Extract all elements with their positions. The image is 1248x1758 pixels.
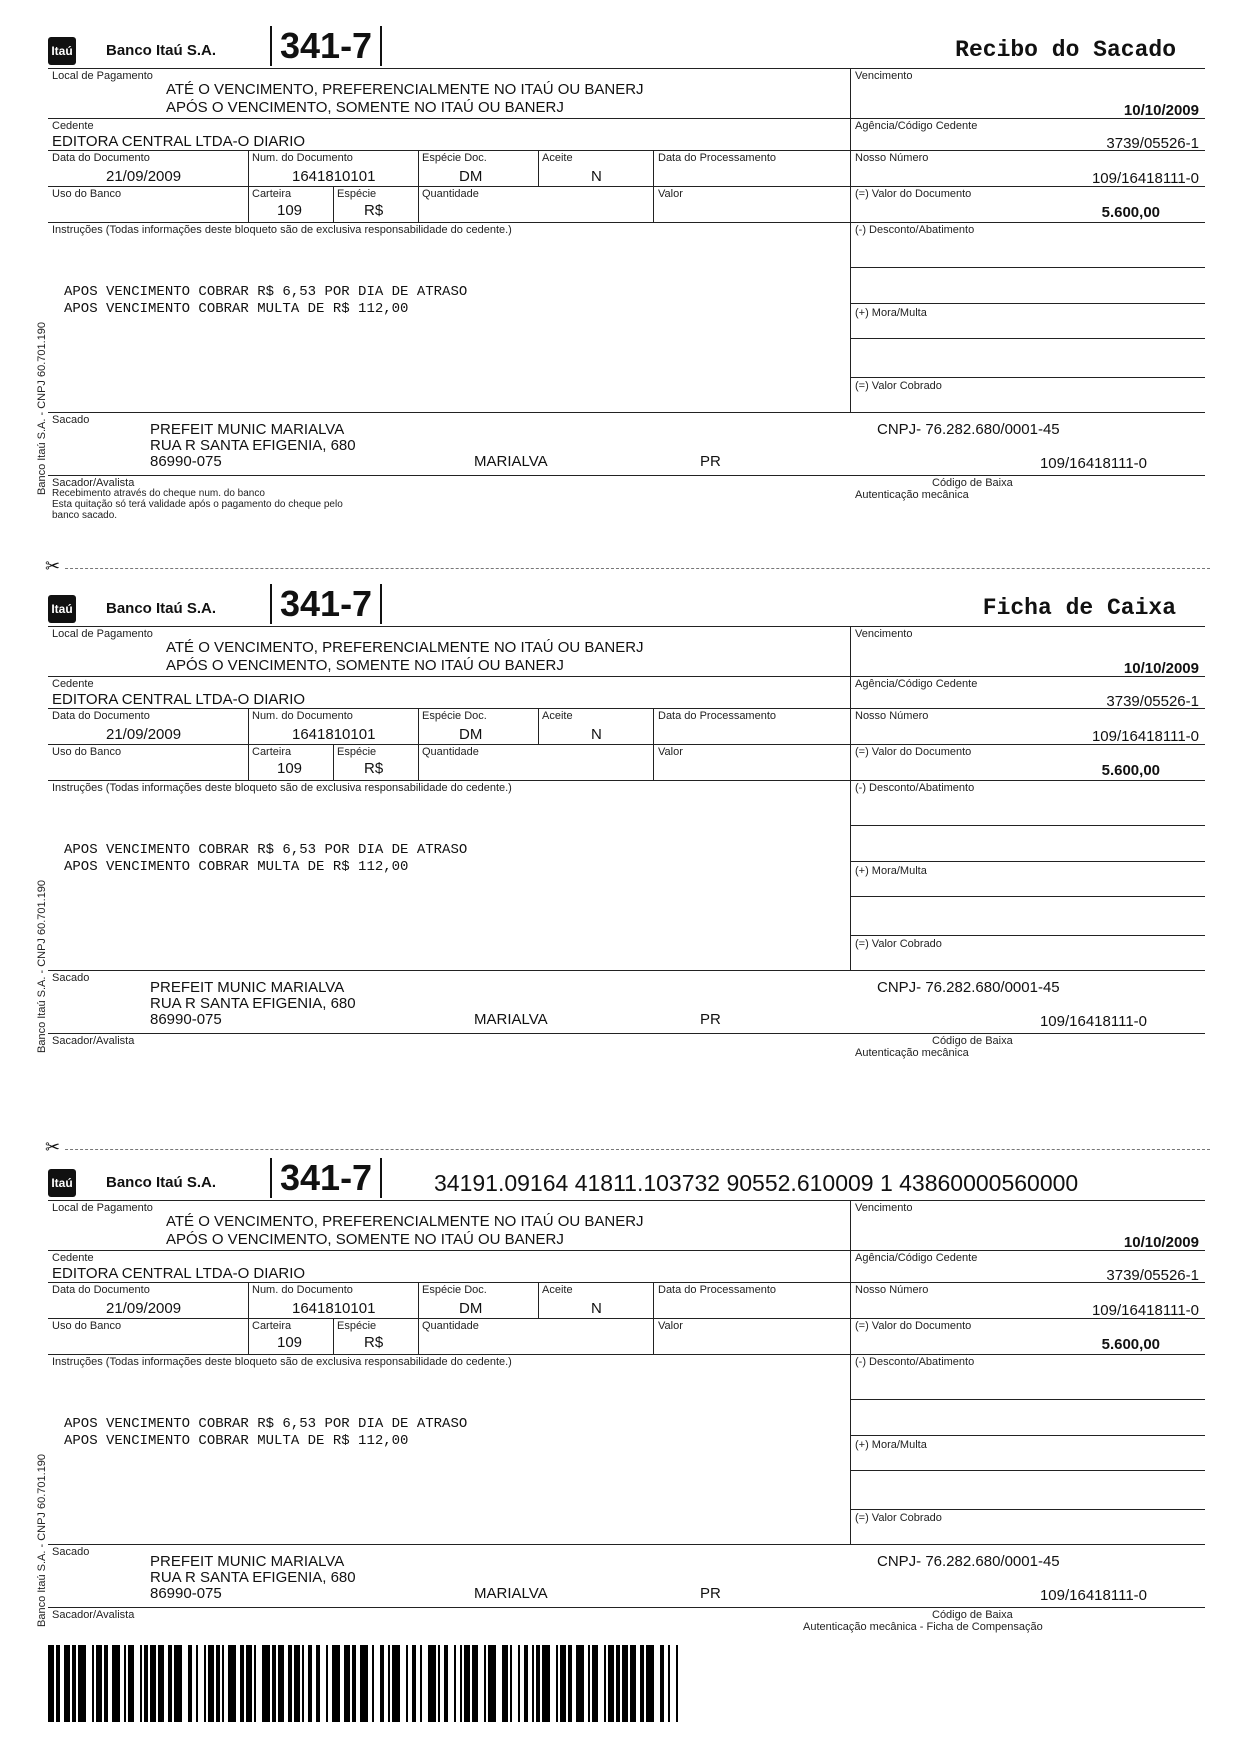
label-mora-multa: (+) Mora/Multa <box>855 307 927 319</box>
valor-documento: 5.600,00 <box>1101 762 1160 779</box>
instrucao-1: APOS VENCIMENTO COBRAR R$ 6,53 POR DIA DE ATRASO <box>64 842 468 858</box>
grid-line <box>850 896 1205 897</box>
label-nosso-numero: Nosso Número <box>855 152 929 164</box>
autenticacao-label: Autenticação mecânica <box>855 489 969 501</box>
grid-line <box>48 1250 1205 1251</box>
cell-divider <box>333 186 334 222</box>
cell-divider <box>538 150 539 186</box>
aceite: N <box>591 1300 602 1317</box>
label-nosso-numero: Nosso Número <box>855 710 929 722</box>
label-valor-cobrado: (=) Valor Cobrado <box>855 938 942 950</box>
label-instrucoes: Instruções (Todas informações deste bloqueto são de exclusiva responsabilidade do cedente.) <box>52 782 512 794</box>
cedente: EDITORA CENTRAL LTDA-O DIARIO <box>52 691 306 708</box>
section-title: Ficha de Caixa <box>982 595 1176 621</box>
sacado-cep: 86990-075 <box>150 453 222 470</box>
label-data-documento: Data do Documento <box>52 152 150 164</box>
label-vencimento: Vencimento <box>855 628 913 640</box>
receipt-note: Esta quitação só terá validade após o pagamento do cheque pelo <box>52 499 343 510</box>
label-local-pagamento: Local de Pagamento <box>52 1202 153 1214</box>
cell-divider <box>248 708 249 780</box>
local-pagamento-1: ATÉ O VENCIMENTO, PREFERENCIALMENTE NO ITAÚ OU BANERJ <box>166 81 644 98</box>
label-desconto: (-) Desconto/Abatimento <box>855 782 975 794</box>
label-sacador: Sacador/Avalista <box>52 477 135 489</box>
grid-line <box>48 222 1205 223</box>
especie: R$ <box>364 760 384 777</box>
label-num-documento: Num. do Documento <box>252 710 353 722</box>
label-mora-multa: (+) Mora/Multa <box>855 865 927 877</box>
sacado-cep: 86990-075 <box>150 1585 222 1602</box>
label-valor-cobrado: (=) Valor Cobrado <box>855 380 942 392</box>
label-agencia: Agência/Código Cedente <box>855 1252 978 1264</box>
cell-divider <box>538 708 539 744</box>
label-aceite: Aceite <box>542 1284 573 1296</box>
label-instrucoes: Instruções (Todas informações deste bloqueto são de exclusiva responsabilidade do cedente.) <box>52 224 512 236</box>
label-especie: Espécie <box>337 188 377 200</box>
grid-line <box>48 1033 1205 1034</box>
especie: R$ <box>364 1334 384 1351</box>
cell-divider <box>248 1282 249 1354</box>
label-uso-banco: Uso do Banco <box>52 746 122 758</box>
sacado-endereco: RUA R SANTA EFIGENIA, 680 <box>150 437 356 454</box>
autenticacao-label: Autenticação mecânica - Ficha de Compensação <box>803 1621 1043 1633</box>
cell-divider <box>418 150 419 222</box>
vencimento: 10/10/2009 <box>1123 660 1199 677</box>
grid-line <box>850 267 1205 268</box>
label-codigo-baixa: Código de Baixa <box>932 1609 1013 1621</box>
grid-line <box>48 1544 1205 1545</box>
autenticacao-label: Autenticação mecânica <box>855 1047 969 1059</box>
grid-line <box>850 861 1205 862</box>
cell-divider <box>333 1318 334 1354</box>
label-aceite: Aceite <box>542 710 573 722</box>
label-vencimento: Vencimento <box>855 70 913 82</box>
label-carteira: Carteira <box>252 1320 292 1332</box>
label-sacado: Sacado <box>52 414 90 426</box>
grid-line <box>48 186 1205 187</box>
codigo-baixa-valor: 109/16418111-0 <box>1039 1587 1147 1604</box>
label-num-documento: Num. do Documento <box>252 1284 353 1296</box>
vencimento: 10/10/2009 <box>1123 102 1199 119</box>
label-carteira: Carteira <box>252 188 292 200</box>
cedente: EDITORA CENTRAL LTDA-O DIARIO <box>52 1265 306 1282</box>
scissors-icon: ✂ <box>45 556 64 577</box>
sacado-endereco: RUA R SANTA EFIGENIA, 680 <box>150 1569 356 1586</box>
especie-doc: DM <box>459 168 483 185</box>
grid-line <box>850 935 1205 936</box>
label-nosso-numero: Nosso Número <box>855 1284 929 1296</box>
label-cedente: Cedente <box>52 120 94 132</box>
label-valor: Valor <box>658 1320 683 1332</box>
grid-line <box>48 744 1205 745</box>
aceite: N <box>591 168 602 185</box>
instrucao-2: APOS VENCIMENTO COBRAR MULTA DE R$ 112,00 <box>64 859 409 875</box>
label-cedente: Cedente <box>52 678 94 690</box>
label-data-documento: Data do Documento <box>52 710 150 722</box>
grid-line <box>48 475 1205 476</box>
num-documento: 1641810101 <box>292 726 376 743</box>
sacado-nome: PREFEIT MUNIC MARIALVA <box>150 979 345 996</box>
column-divider <box>850 68 851 412</box>
label-carteira: Carteira <box>252 746 292 758</box>
label-valor-documento: (=) Valor do Documento <box>855 188 972 200</box>
grid-line <box>48 1607 1205 1608</box>
vencimento: 10/10/2009 <box>1123 1234 1199 1251</box>
barcode-bar <box>676 1645 678 1722</box>
side-bank-text: Banco Itaú S.A. - CNPJ 60.701.190 <box>36 321 48 495</box>
side-bank-text: Banco Itaú S.A. - CNPJ 60.701.190 <box>36 879 48 1053</box>
receipt-note: banco sacado. <box>52 510 118 521</box>
local-pagamento-1: ATÉ O VENCIMENTO, PREFERENCIALMENTE NO ITAÚ OU BANERJ <box>166 639 644 656</box>
label-especie-doc: Espécie Doc. <box>422 710 487 722</box>
aceite: N <box>591 726 602 743</box>
label-especie: Espécie <box>337 1320 377 1332</box>
local-pagamento-1: ATÉ O VENCIMENTO, PREFERENCIALMENTE NO ITAÚ OU BANERJ <box>166 1213 644 1230</box>
label-uso-banco: Uso do Banco <box>52 188 122 200</box>
especie-doc: DM <box>459 726 483 743</box>
bank-code: 341-7 <box>270 26 382 66</box>
grid-line <box>48 68 1205 69</box>
column-divider <box>850 1200 851 1544</box>
label-aceite: Aceite <box>542 152 573 164</box>
column-divider <box>850 626 851 970</box>
sacado-uf: PR <box>700 453 721 470</box>
label-valor-documento: (=) Valor do Documento <box>855 746 972 758</box>
data-documento: 21/09/2009 <box>106 1300 182 1317</box>
label-valor: Valor <box>658 746 683 758</box>
label-sacador: Sacador/Avalista <box>52 1609 135 1621</box>
cell-divider <box>653 150 654 222</box>
cut-line <box>45 568 1210 569</box>
instrucao-2: APOS VENCIMENTO COBRAR MULTA DE R$ 112,00 <box>64 301 409 317</box>
label-especie: Espécie <box>337 746 377 758</box>
sacado-cnpj: CNPJ- 76.282.680/0001-45 <box>877 979 1060 996</box>
sacado-cidade: MARIALVA <box>474 453 548 470</box>
cell-divider <box>653 1282 654 1354</box>
sacado-nome: PREFEIT MUNIC MARIALVA <box>150 421 345 438</box>
bank-name: Banco Itaú S.A. <box>106 600 217 617</box>
instrucao-1: APOS VENCIMENTO COBRAR R$ 6,53 POR DIA DE ATRASO <box>64 1416 468 1432</box>
itau-logo: Itaú <box>48 595 76 623</box>
grid-line <box>48 676 1205 677</box>
bank-name: Banco Itaú S.A. <box>106 42 217 59</box>
cell-divider <box>418 1282 419 1354</box>
codigo-baixa-valor: 109/16418111-0 <box>1039 455 1147 472</box>
sacado-endereco: RUA R SANTA EFIGENIA, 680 <box>150 995 356 1012</box>
local-pagamento-2: APÓS O VENCIMENTO, SOMENTE NO ITAÚ OU BANERJ <box>166 1231 564 1248</box>
sacado-cidade: MARIALVA <box>474 1011 548 1028</box>
label-instrucoes: Instruções (Todas informações deste bloqueto são de exclusiva responsabilidade do cedente.) <box>52 1356 512 1368</box>
side-bank-text: Banco Itaú S.A. - CNPJ 60.701.190 <box>36 1453 48 1627</box>
label-codigo-baixa: Código de Baixa <box>932 477 1013 489</box>
sacado-nome: PREFEIT MUNIC MARIALVA <box>150 1553 345 1570</box>
data-documento: 21/09/2009 <box>106 726 182 743</box>
label-vencimento: Vencimento <box>855 1202 913 1214</box>
grid-line <box>48 1200 1205 1201</box>
receipt-note: Recebimento através do cheque num. do banco <box>52 488 265 499</box>
num-documento: 1641810101 <box>292 168 376 185</box>
label-especie-doc: Espécie Doc. <box>422 152 487 164</box>
agencia-codigo: 3739/05526-1 <box>1106 693 1199 710</box>
label-mora-multa: (+) Mora/Multa <box>855 1439 927 1451</box>
label-codigo-baixa: Código de Baixa <box>932 1035 1013 1047</box>
bank-name: Banco Itaú S.A. <box>106 1174 217 1191</box>
instrucao-2: APOS VENCIMENTO COBRAR MULTA DE R$ 112,00 <box>64 1433 409 1449</box>
section-title: Recibo do Sacado <box>955 37 1176 63</box>
label-especie-doc: Espécie Doc. <box>422 1284 487 1296</box>
grid-line <box>850 825 1205 826</box>
data-documento: 21/09/2009 <box>106 168 182 185</box>
label-cedente: Cedente <box>52 1252 94 1264</box>
instrucao-1: APOS VENCIMENTO COBRAR R$ 6,53 POR DIA DE ATRASO <box>64 284 468 300</box>
nosso-numero: 109/16418111-0 <box>1091 1302 1199 1319</box>
label-valor-documento: (=) Valor do Documento <box>855 1320 972 1332</box>
carteira: 109 <box>277 202 303 219</box>
grid-line <box>48 1282 1205 1283</box>
label-valor-cobrado: (=) Valor Cobrado <box>855 1512 942 1524</box>
sacado-cidade: MARIALVA <box>474 1585 548 1602</box>
linha-digitavel: 34191.09164 41811.103732 90552.610009 1 43860000560000 <box>434 1170 1079 1196</box>
grid-line <box>48 626 1205 627</box>
grid-line <box>850 1509 1205 1510</box>
label-data-documento: Data do Documento <box>52 1284 150 1296</box>
itau-logo: Itaú <box>48 37 76 65</box>
label-sacador: Sacador/Avalista <box>52 1035 135 1047</box>
carteira: 109 <box>277 1334 303 1351</box>
barcode <box>48 1645 708 1722</box>
grid-line <box>850 377 1205 378</box>
carteira: 109 <box>277 760 303 777</box>
grid-line <box>850 303 1205 304</box>
label-quantidade: Quantidade <box>422 1320 479 1332</box>
label-sacado: Sacado <box>52 1546 90 1558</box>
sacado-cnpj: CNPJ- 76.282.680/0001-45 <box>877 421 1060 438</box>
nosso-numero: 109/16418111-0 <box>1091 728 1199 745</box>
sacado-cep: 86990-075 <box>150 1011 222 1028</box>
label-uso-banco: Uso do Banco <box>52 1320 122 1332</box>
cell-divider <box>333 744 334 780</box>
label-local-pagamento: Local de Pagamento <box>52 70 153 82</box>
cell-divider <box>418 708 419 780</box>
grid-line <box>48 1318 1205 1319</box>
itau-logo: Itaú <box>48 1169 76 1197</box>
label-num-documento: Num. do Documento <box>252 152 353 164</box>
grid-line <box>48 412 1205 413</box>
grid-line <box>850 338 1205 339</box>
bank-code: 341-7 <box>270 584 382 624</box>
local-pagamento-2: APÓS O VENCIMENTO, SOMENTE NO ITAÚ OU BANERJ <box>166 657 564 674</box>
label-agencia: Agência/Código Cedente <box>855 678 978 690</box>
grid-line <box>48 780 1205 781</box>
grid-line <box>850 1399 1205 1400</box>
sacado-uf: PR <box>700 1585 721 1602</box>
agencia-codigo: 3739/05526-1 <box>1106 1267 1199 1284</box>
grid-line <box>850 1435 1205 1436</box>
grid-line <box>850 1470 1205 1471</box>
grid-line <box>48 1354 1205 1355</box>
especie: R$ <box>364 202 384 219</box>
agencia-codigo: 3739/05526-1 <box>1106 135 1199 152</box>
label-agencia: Agência/Código Cedente <box>855 120 978 132</box>
label-local-pagamento: Local de Pagamento <box>52 628 153 640</box>
grid-line <box>48 708 1205 709</box>
label-desconto: (-) Desconto/Abatimento <box>855 224 975 236</box>
scissors-icon: ✂ <box>45 1137 64 1158</box>
cell-divider <box>538 1282 539 1318</box>
label-quantidade: Quantidade <box>422 746 479 758</box>
especie-doc: DM <box>459 1300 483 1317</box>
bank-code: 341-7 <box>270 1158 382 1198</box>
label-data-processamento: Data do Processamento <box>658 1284 777 1296</box>
nosso-numero: 109/16418111-0 <box>1091 170 1199 187</box>
label-valor: Valor <box>658 188 683 200</box>
label-desconto: (-) Desconto/Abatimento <box>855 1356 975 1368</box>
grid-line <box>48 150 1205 151</box>
label-quantidade: Quantidade <box>422 188 479 200</box>
grid-line <box>48 970 1205 971</box>
valor-documento: 5.600,00 <box>1101 204 1160 221</box>
label-data-processamento: Data do Processamento <box>658 710 777 722</box>
sacado-cnpj: CNPJ- 76.282.680/0001-45 <box>877 1553 1060 1570</box>
label-sacado: Sacado <box>52 972 90 984</box>
sacado-uf: PR <box>700 1011 721 1028</box>
num-documento: 1641810101 <box>292 1300 376 1317</box>
label-data-processamento: Data do Processamento <box>658 152 777 164</box>
valor-documento: 5.600,00 <box>1101 1336 1160 1353</box>
cell-divider <box>653 708 654 780</box>
codigo-baixa-valor: 109/16418111-0 <box>1039 1013 1147 1030</box>
cut-line <box>45 1149 1210 1150</box>
cell-divider <box>248 150 249 222</box>
cedente: EDITORA CENTRAL LTDA-O DIARIO <box>52 133 306 150</box>
local-pagamento-2: APÓS O VENCIMENTO, SOMENTE NO ITAÚ OU BANERJ <box>166 99 564 116</box>
grid-line <box>48 118 1205 119</box>
